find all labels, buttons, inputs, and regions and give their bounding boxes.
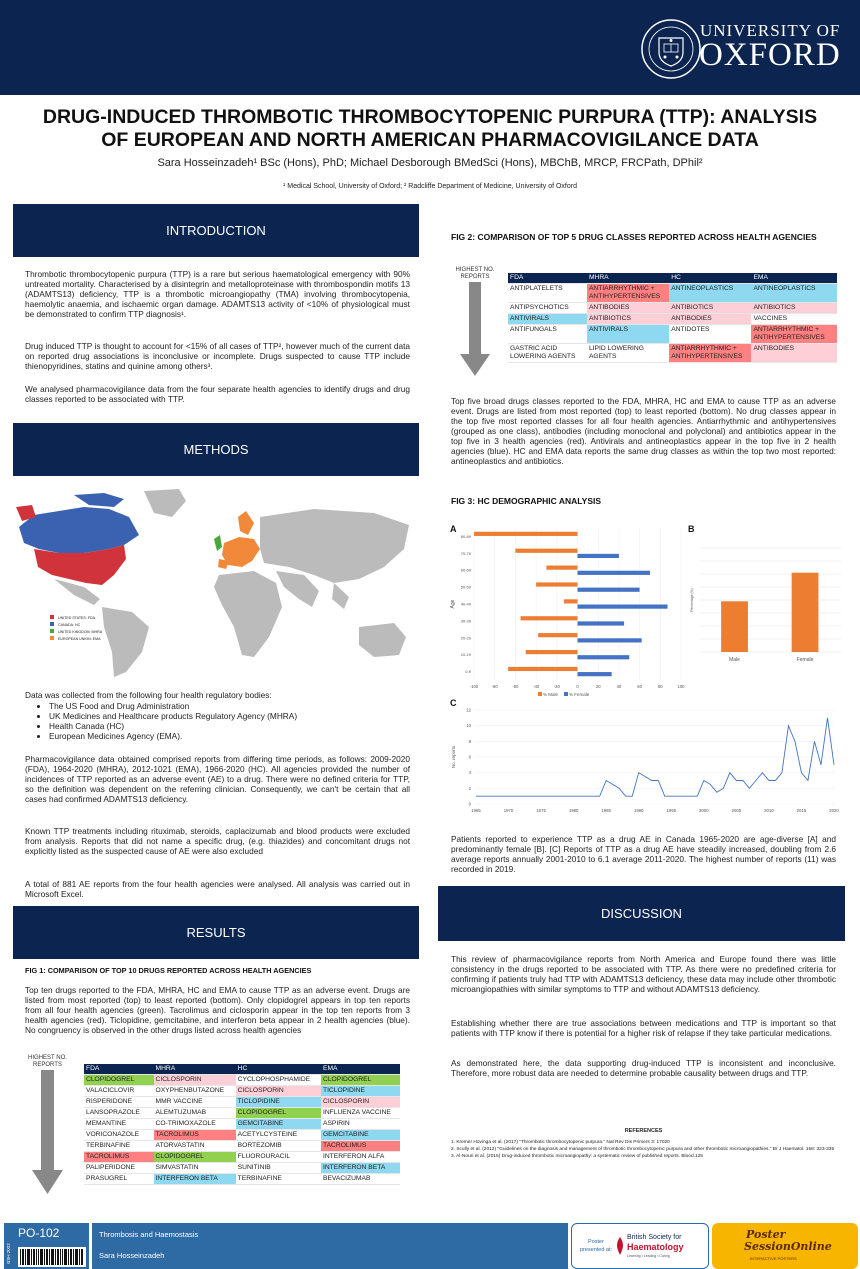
methods-paragraph-2: Pharmacovigilance data obtained comprised reports from differing time periods, as follows: 2009-2020 (FDA), 1964-2020 (MHRA), 2012-1021 (EMA), 1966-2020 (HC). All agencies provided the number of incidences of TTP reported as an adverse event (AE) to a drug. There were no defined criteria for TTP, so the definition was dependent on the referring clinician. Consequently, we can't be certain that all cases had confirmed ADAMTS13 deficiency. [25, 754, 410, 804]
fig1-cell: TERBINAFINE [84, 1141, 154, 1152]
pyramid-bar-female [578, 655, 630, 659]
x-tick-label: Male [729, 657, 740, 663]
pyramid-bar-male [536, 582, 577, 586]
col-fda: FDA [508, 273, 587, 284]
fig2-cell: VACCINES [751, 314, 837, 325]
table-row [508, 284, 837, 303]
table-row [84, 1119, 400, 1130]
pyramid-bar-male [526, 650, 578, 654]
fig1-arrow [25, 1055, 70, 1195]
intro-paragraph-1: Thrombotic thrombocytopenic purpura (TTP) is a rare but serious haematological emergency with 90% untreated mortality. Characterised by a disintegrin and metalloproteinase with thrombospondin motifs 13 (ADAMTS13) deficiency, TTP is a thrombotic microangiopathy (TMA) involving thrombocytopenia, haemolytic anaemia, and ischaemic organ damage. ADAMTS13 activity of <10% of physiological must be demonstrated to confirm TTP diagnosis¹. [25, 269, 410, 319]
x-tick-label: 1995 [666, 808, 677, 813]
fig2-cell: ANTIARRHYTHMIC + ANTIHYPERTENSIVES [751, 325, 837, 344]
fig2-cell: ANTIVIRALS [508, 314, 587, 325]
chart-c-label: C [450, 698, 457, 708]
col-ema: EMA [321, 1064, 400, 1075]
oxford-crest-icon [640, 18, 702, 80]
fig1-cell: TACROLIMUS [321, 1141, 400, 1152]
legend-fda: UNITED STATES: FDA [58, 616, 96, 620]
y-tick-label: 10 [466, 723, 471, 729]
fig1-cell: LANSOPRAZOLE [84, 1108, 154, 1119]
reference-item: 1. Kremer Hovinga et al. (2017) "Thrombotic thrombocytopenic purpura." Nat Rev Dis Primers 3: 17020 [451, 1140, 670, 1145]
fig1-cell: RISPERIDONE [84, 1097, 154, 1108]
pso-session-online: SessionOnline [744, 1240, 832, 1253]
poster-code: PO-102 [18, 1226, 60, 1240]
y-tick-label: 0 [468, 801, 471, 807]
results-heading: RESULTS [13, 906, 419, 959]
agency-item: • The US Food and Drug Administration [49, 701, 410, 711]
fig2-cell: ANTIDOTES [669, 325, 751, 344]
y-tick-label: 6 [468, 754, 471, 760]
x-tick-label: 1975 [536, 808, 546, 813]
fig2-cell: ANTIPLATELETS [508, 284, 587, 303]
fig2-table [508, 273, 837, 363]
x-tick-label: 1980 [568, 808, 579, 813]
discussion-paragraph-3: As demonstrated here, the data supporting drug-induced TTP is inconsistent and inconclusive. Therefore, more robust data are needed to determine probable causality between drugs and TTP. [451, 1058, 836, 1078]
discussion-heading: DISCUSSION [438, 886, 845, 941]
fig1-cell: PRASUGREL [84, 1174, 154, 1185]
y-tick-label: 20-29 [460, 635, 471, 641]
y-axis-label: Age [450, 599, 456, 609]
x-tick-label: -80 [491, 684, 498, 689]
references-list [451, 1139, 836, 1160]
introduction-heading: INTRODUCTION [13, 204, 419, 257]
fig2-cell: GASTRIC ACID LOWERING AGENTS [508, 344, 587, 363]
category-box [92, 1223, 568, 1269]
pyramid-bar-female [578, 638, 642, 642]
fig1-cell: OXYPHENBUTAZONE [154, 1086, 236, 1097]
y-tick-label: 80-89 [460, 533, 471, 539]
reports-timeline-chart [446, 696, 842, 818]
col-mhra: MHRA [587, 273, 669, 284]
fig1-title: FIG 1: COMPARISON OF TOP 10 DRUGS REPORTED ACROSS HEALTH AGENCIES [25, 966, 312, 975]
x-tick-label: -100 [469, 684, 479, 689]
fig1-cell: CLOPIDOGREL [84, 1075, 154, 1086]
fig1-cell: TICLOPIDINE [321, 1086, 400, 1097]
footer [0, 1222, 860, 1269]
bsh-logo-icon [616, 1237, 624, 1255]
y-axis-label: Percentage (%) [690, 588, 694, 612]
pyramid-bar-female [578, 621, 625, 625]
agency-item: • UK Medicines and Healthcare products Regulatory Agency (MHRA) [49, 711, 410, 721]
x-tick-label: 2000 [699, 808, 709, 813]
x-tick-label: 0 [576, 684, 579, 689]
fig1-cell: CICLOSPORIN [236, 1086, 321, 1097]
fig1-cell: TICLOPIDINE [236, 1097, 321, 1108]
fig2-cell: ANTIFUNGALS [508, 325, 587, 344]
fig2-cell: ANTIBIOTICS [669, 303, 751, 314]
fig1-cell: TACROLIMUS [84, 1152, 154, 1163]
pso-poster: Poster [746, 1228, 786, 1241]
col-ema: EMA [751, 273, 837, 284]
table-row [508, 303, 837, 314]
table-row [84, 1141, 400, 1152]
x-tick-label: -60 [512, 684, 519, 689]
y-axis-label: No. reports [451, 745, 456, 769]
authors: Sara Hosseinzadeh¹ BSc (Hons), PhD; Michael Desborough BMedSci (Hons), MBChB, MRCP, FRCPath, DPhil² [157, 157, 703, 169]
poster-code-box [4, 1223, 89, 1269]
pyramid-bar-female [578, 554, 619, 558]
fig2-title: FIG 2: COMPARISON OF TOP 5 DRUG CLASSES REPORTED ACROSS HEALTH AGENCIES [451, 232, 817, 242]
fig1-cell: MEMANTINE [84, 1119, 154, 1130]
poster-session-online-box [712, 1223, 858, 1269]
y-tick-label: 0-9 [465, 669, 471, 675]
y-tick-label: 30-39 [460, 618, 471, 624]
table-row [508, 325, 837, 344]
fig1-cell: ASPIRIN [321, 1119, 400, 1130]
pyramid-bar-female [578, 605, 668, 609]
fig1-cell: VORICONAZOLE [84, 1130, 154, 1141]
fig2-cell: ANTIBIOTICS [587, 314, 669, 325]
methods-paragraph-1: Data was collected from the following four health regulatory bodies: [25, 690, 272, 700]
fig1-cell: CICLOSPORIN [154, 1075, 236, 1086]
x-tick-label: 80 [657, 684, 663, 689]
fig1-table [84, 1064, 400, 1185]
fig1-cell: INFLUENZA VACCINE [321, 1108, 400, 1119]
table-row [84, 1097, 400, 1108]
references-heading: REFERENCES [624, 1128, 663, 1134]
fig1-cell: INTERFERON BETA [154, 1174, 236, 1185]
pyramid-bar-male [538, 633, 577, 637]
legend-male: % Male [543, 692, 559, 697]
legend-hc: CANADA: HC [58, 623, 81, 627]
pyramid-bar-male [474, 532, 578, 536]
pyramid-bar-male [515, 549, 577, 553]
pyramid-bar-female [578, 588, 640, 592]
discussion-paragraph-2: Establishing whether there are true associations between medications and TTP is important so that patients with TTP know if there is potential for a higher risk of relapse if they take particular medications. [451, 1018, 836, 1038]
intro-paragraph-3: We analysed pharmacovigilance data from the four separate health agencies to identify drugs and drug classes reported to be associated with TTP. [25, 384, 410, 404]
header-banner [0, 0, 860, 95]
methods-paragraph-3: Known TTP treatments including rituximab, steroids, caplacizumab and blood products were excluded from analysis. Reports that did not name a specific drug, (e.g. thiazides) and concomitant drugs not explicitly listed as the suspected cause of AE were also excluded [25, 826, 410, 856]
fig2-cell: ANTIARRHYTHMIC + ANTIHYPERTENSIVES [587, 284, 669, 303]
table-row [84, 1152, 400, 1163]
fig1-cell: CYCLOPHOSPHAMIDE [236, 1075, 321, 1086]
fig1-cell: GEMCITABINE [321, 1130, 400, 1141]
fig1-cell: INTERFERON ALFA [321, 1152, 400, 1163]
x-tick-label: -40 [533, 684, 540, 689]
fig1-cell: ALEMTUZUMAB [154, 1108, 236, 1119]
pyramid-bar-male [508, 667, 577, 671]
bsh-name-1: British Society for [627, 1234, 682, 1241]
bsh-year: BSH 2022 [5, 1243, 11, 1264]
sex-bar-female [792, 573, 819, 652]
x-tick-label: 1990 [633, 808, 644, 813]
fig1-cell: FLUOROURACIL [236, 1152, 321, 1163]
y-tick-label: 50-59 [460, 584, 471, 590]
fig1-cell: GEMCITABINE [236, 1119, 321, 1130]
fig1-cell: CLOPIDOGREL [321, 1075, 400, 1086]
table-row [508, 344, 837, 363]
presented-at-text: Poster presented at: [579, 1239, 613, 1253]
fig2-cell: ANTIPSYCHOTICS [508, 303, 587, 314]
agency-item: • European Medicines Agency (EMA). [49, 731, 410, 741]
fig1-caption: Top ten drugs reported to the FDA, MHRA, HC and EMA to cause TTP as an adverse event. Drugs are listed from most reported (top) to least reported (bottom). Only clopidogrel appears in top ten reports from all four health agencies (green). Tacrolimus and ciclosporin appear in the top ten reports from 3 health agencies (red). Ticlopidine, gemcitabine, and interferon beta appear in 2 health agencies (blue). No congruency is observed in the other drugs listed across health agencies [25, 985, 410, 1035]
methods-heading: METHODS [13, 423, 419, 476]
x-tick-label: 1970 [503, 808, 514, 813]
x-tick-label: 2020 [829, 808, 839, 813]
methods-paragraph-4: A total of 881 AE reports from the four health agencies were analysed. All analysis was carried out in Microsoft Excel. [25, 879, 410, 899]
pyramid-bar-male [564, 599, 577, 603]
down-arrow-icon [25, 1070, 70, 1195]
col-mhra: MHRA [154, 1064, 236, 1075]
fig1-cell: CLOPIDOGREL [236, 1108, 321, 1119]
fig3-title: FIG 3: HC DEMOGRAPHIC ANALYSIS [451, 496, 602, 506]
bsh-box [571, 1223, 709, 1269]
x-tick-label: 20 [595, 684, 601, 689]
presenter-text: Sara Hosseinzadeh [99, 1251, 165, 1260]
fig2-cell: ANTIBODIES [587, 303, 669, 314]
y-tick-label: 60-69 [460, 567, 471, 573]
fig1-cell: PALIPERIDONE [84, 1163, 154, 1174]
fig1-cell: ACETYLCYSTEINE [236, 1130, 321, 1141]
x-tick-label: -20 [553, 684, 560, 689]
fig1-cell: VALACICLOVIR [84, 1086, 154, 1097]
poster-title: DRUG-INDUCED THROMBOTIC THROMBOCYTOPENIC PURPURA (TTP): ANALYSIS OF EUROPEAN AND NORTH AMERICAN PHARMACOVIGILANCE DATA [42, 106, 818, 151]
discussion-paragraph-1: This review of pharmacovigilance reports from North America and Europe found there was little consistency in the drugs reported to be associated with TTP. As there were no predefined criteria for confirming if patients truly had TTP with ADAMTS13 deficiency, these data may include other thrombotic microangiopathies with similar symptoms to TTP and without ADAMTS13 deficiency. [451, 954, 836, 994]
oxford-wordmark: OXFORD [699, 37, 841, 73]
sex-bar-male [721, 601, 748, 652]
y-tick-label: 10-19 [460, 652, 471, 658]
table-row [84, 1163, 400, 1174]
x-tick-label: 40 [616, 684, 622, 689]
pyramid-bar-male [546, 566, 577, 570]
reference-item: 2. Scully et al. (2012) "Guidelines on the diagnosis and management of thrombotic thrombocytopenic purpura and other thrombotic microangiopathies." Br J Haematol. 158: 323-335 [451, 1147, 835, 1152]
affiliations: ¹ Medical School, University of Oxford; ² Radcliffe Department of Medicine, University of Oxford [283, 183, 577, 190]
legend-mhra: UNITED KINGDOM: MHRA [58, 630, 103, 634]
col-fda: FDA [84, 1064, 154, 1075]
barcode-icon [18, 1247, 86, 1267]
fig2-cell: ANTIBIOTICS [751, 303, 837, 314]
legend-female: % Female [569, 692, 590, 697]
fig2-cell: LIPID LOWERING AGENTS [587, 344, 669, 363]
pso-tagline: INTERACTIVE POSTERS [750, 1256, 797, 1261]
x-tick-label: 2005 [731, 808, 742, 813]
fig1-cell: TACROLIMUS [154, 1130, 236, 1141]
table-row [84, 1108, 400, 1119]
fig2-arrow-label: HIGHEST NO. REPORTS [455, 267, 495, 280]
y-tick-label: 2 [468, 785, 471, 791]
fig1-cell: SIMVASTATIN [154, 1163, 236, 1174]
sex-bar-chart [686, 520, 846, 670]
col-hc: HC [236, 1064, 321, 1075]
fig1-table-wrap [84, 1064, 400, 1185]
fig2-arrow [450, 267, 500, 377]
pyramid-bar-male [521, 616, 578, 620]
agency-list [25, 701, 410, 741]
y-tick-label: 12 [466, 707, 471, 713]
pyramid-bar-female [578, 571, 650, 575]
x-tick-label: 2015 [796, 808, 807, 813]
y-tick-label: 4 [468, 770, 471, 776]
world-map [14, 487, 416, 687]
fig1-cell: CLOPIDOGREL [154, 1152, 236, 1163]
category-text: Thrombosis and Haemostasis [99, 1230, 199, 1239]
legend-ema: EUROPEAN UNION: EMA [58, 637, 101, 641]
fig2-cell: ANTINEOPLASTICS [751, 284, 837, 303]
age-pyramid-chart [446, 520, 686, 700]
fig1-cell: CO-TRIMOXAZOLE [154, 1119, 236, 1130]
x-tick-label: 60 [637, 684, 642, 689]
y-tick-label: 8 [468, 738, 471, 744]
bsh-tagline: Learning • Leading • Caring [627, 1254, 670, 1258]
fig1-cell: BORTEZOMIB [236, 1141, 321, 1152]
table-row [508, 314, 837, 325]
down-arrow-icon [450, 282, 500, 377]
fig1-cell: INTERFERON BETA [321, 1163, 400, 1174]
table-row [84, 1130, 400, 1141]
fig1-arrow-label: HIGHEST NO. REPORTS [28, 1055, 67, 1068]
agency-item: • Health Canada (HC) [49, 721, 410, 731]
y-tick-label: 40-49 [460, 601, 471, 607]
fig3-caption: Patients reported to experience TTP as a drug AE in Canada 1965-2020 are age-diverse [A] and predominantly female [B]. [C] Reports of TTP as a drug AE have steadily increased, doubling from 2.6 average reports annually 2001-2010 to 6.1 average 2011-2020. The highest number of reports (11) was recorded in 2019. [451, 834, 836, 874]
x-tick-label: 2010 [764, 808, 774, 813]
fig1-cell: CICLOSPORIN [321, 1097, 400, 1108]
y-tick-label: 70-79 [460, 550, 471, 556]
reference-item: 3. Al-Nouri et al. (2015) Drug-induced thrombotic microangiopathy: a systematic review of published reports. Blood.125 [451, 1154, 703, 1159]
table-row [84, 1174, 400, 1185]
fig1-cell: TERBINAFINE [236, 1174, 321, 1185]
x-tick-label: Female [796, 657, 814, 663]
fig1-cell: BEVACIZUMAB [321, 1174, 400, 1185]
fig2-cell: ANTIBODIES [669, 314, 751, 325]
fig2-cell: ANTIBODIES [751, 344, 837, 363]
fig1-cell: MMR VACCINE [154, 1097, 236, 1108]
fig2-cell: ANTINEOPLASTICS [669, 284, 751, 303]
fig2-caption: Top five broad drugs classes reported to the FDA, MHRA, HC and EMA to cause TTP as an adverse event. Drugs are listed from most reported (top) to least reported (bottom). No drug classes appear in the top five most reported classes for all four health agencies. Antiarrhythmic and antihypertensives (grouped as one class), antibodies (including monoclonal and polyclonal) and antibiotics appear in the top five in 3 health agencies (red). Antivirals and antineoplastics appear in the top five in 2 health agencies (blue). HC and EMA data reports the same drug classes as within the top two most reported: antineoplastics and antibiotics. [451, 396, 836, 466]
fig2-table-wrap [508, 273, 837, 363]
fig1-cell: SUNITINIB [236, 1163, 321, 1174]
x-tick-label: 1965 [471, 808, 481, 813]
pyramid-bar-female [578, 672, 612, 676]
x-tick-label: 100 [677, 684, 685, 689]
x-tick-label: 1985 [601, 808, 611, 813]
chart-a-label: A [450, 524, 457, 534]
fig2-cell: ANTIARRHYTHMIC + ANTIHYPERTENSIVES [669, 344, 751, 363]
bsh-name-2: Haematology [627, 1242, 684, 1252]
university-of-text: UNIVERSITY OF [700, 21, 841, 40]
fig2-cell: ANTIVIRALS [587, 325, 669, 344]
fig1-cell: ATORVASTATIN [154, 1141, 236, 1152]
intro-paragraph-2: Drug induced TTP is thought to account for <15% of all cases of TTP², however much of the current data on reported drug associations is inconclusive or incomplete. Drugs suspected to cause TTP include thienopyridines, statins and quinine among others³. [25, 341, 410, 371]
table-row [84, 1075, 400, 1086]
table-row [84, 1086, 400, 1097]
col-hc: HC [669, 273, 751, 284]
chart-b-label: B [688, 524, 695, 534]
